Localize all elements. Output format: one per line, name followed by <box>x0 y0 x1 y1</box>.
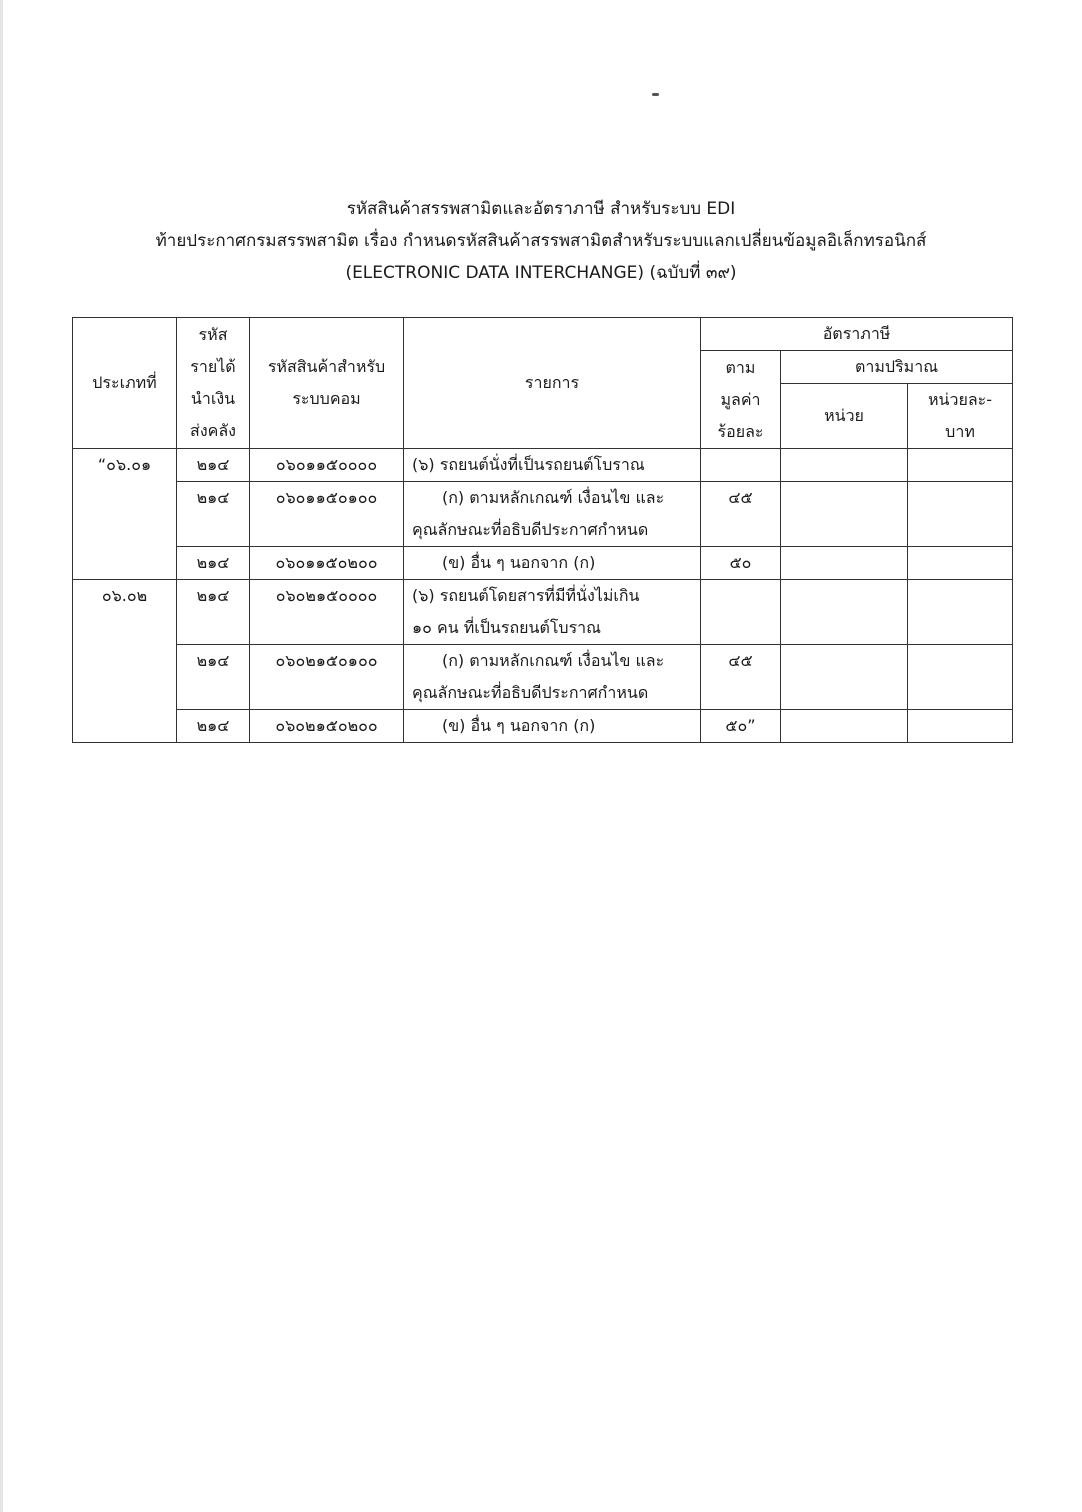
unit-cell <box>781 547 908 580</box>
value-cell: ๕๐” <box>701 710 781 743</box>
desc-cell: (ข) อื่น ๆ นอกจาก (ก) <box>404 547 701 580</box>
baht-cell <box>908 710 1013 743</box>
desc-cell: (ก) ตามหลักเกณฑ์ เงื่อนไข และ คุณลักษณะที่อธิบดีประกาศกำหนด <box>404 645 701 710</box>
value-cell: ๕๐ <box>701 547 781 580</box>
unit-cell <box>781 449 908 482</box>
revenue-cell: ๒๑๔ <box>177 482 250 547</box>
revenue-cell: ๒๑๔ <box>177 710 250 743</box>
revenue-cell: ๒๑๔ <box>177 449 250 482</box>
baht-cell <box>908 482 1013 547</box>
tariff-table <box>72 317 1013 743</box>
unit-cell <box>781 710 908 743</box>
baht-cell <box>908 580 1013 645</box>
value-cell <box>701 580 781 645</box>
title-line-3: (ELECTRONIC DATA INTERCHANGE) (ฉบับที่ ๓๙) <box>345 263 737 283</box>
header-baht-per-unit: หน่วยละ- บาท <box>908 384 1013 449</box>
baht-cell <box>908 645 1013 710</box>
title-line-2: ท้ายประกาศกรมสรรพสามิต เรื่อง กำหนดรหัสสินค้าสรรพสามิตสำหรับระบบแลกเปลี่ยนข้อมูลอิเล็กทรอนิกส์ <box>155 231 927 251</box>
type-cell: “๐๖.๐๑ <box>73 449 177 580</box>
table-row <box>73 645 1013 710</box>
value-cell: ๔๕ <box>701 645 781 710</box>
code-cell: ๐๖๐๒๑๕๐๒๐๐ <box>250 710 404 743</box>
scan-speck <box>652 93 659 96</box>
desc-cell: (๖) รถยนต์นั่งที่เป็นรถยนต์โบราณ <box>404 449 701 482</box>
revenue-cell: ๒๑๔ <box>177 547 250 580</box>
unit-cell <box>781 580 908 645</box>
header-tax-rate: อัตราภาษี <box>701 318 1013 351</box>
header-unit: หน่วย <box>781 384 908 449</box>
table-row <box>73 710 1013 743</box>
code-cell: ๐๖๐๒๑๕๐๐๐๐ <box>250 580 404 645</box>
value-cell: ๔๕ <box>701 482 781 547</box>
code-cell: ๐๖๐๑๑๕๐๑๐๐ <box>250 482 404 547</box>
baht-cell <box>908 547 1013 580</box>
desc-cell: (ข) อื่น ๆ นอกจาก (ก) <box>404 710 701 743</box>
header-revenue-code: รหัส รายได้ นำเงิน ส่งคลัง <box>177 318 250 449</box>
header-product-code: รหัสสินค้าสำหรับ ระบบคอม <box>250 318 404 449</box>
table-row <box>73 449 1013 482</box>
unit-cell <box>781 645 908 710</box>
revenue-cell: ๒๑๔ <box>177 645 250 710</box>
table-row <box>73 482 1013 547</box>
type-cell: ๐๖.๐๒ <box>73 580 177 743</box>
table-row <box>73 580 1013 645</box>
desc-cell: (ก) ตามหลักเกณฑ์ เงื่อนไข และ คุณลักษณะที่อธิบดีประกาศกำหนด <box>404 482 701 547</box>
code-cell: ๐๖๐๑๑๕๐๐๐๐ <box>250 449 404 482</box>
header-type: ประเภทที่ <box>73 318 177 449</box>
revenue-cell: ๒๑๔ <box>177 580 250 645</box>
table-row <box>73 547 1013 580</box>
value-cell <box>701 449 781 482</box>
baht-cell <box>908 449 1013 482</box>
title-line-1: รหัสสินค้าสรรพสามิตและอัตราภาษี สำหรับระบบ EDI <box>346 199 736 219</box>
header-by-value: ตาม มูลค่า ร้อยละ <box>701 351 781 449</box>
header-by-quantity: ตามปริมาณ <box>781 351 1013 384</box>
unit-cell <box>781 482 908 547</box>
header-item: รายการ <box>404 318 701 449</box>
document-title <box>0 193 1082 289</box>
code-cell: ๐๖๐๑๑๕๐๒๐๐ <box>250 547 404 580</box>
code-cell: ๐๖๐๒๑๕๐๑๐๐ <box>250 645 404 710</box>
desc-cell: (๖) รถยนต์โดยสารที่มีที่นั่งไม่เกิน ๑๐ คน ที่เป็นรถยนต์โบราณ <box>404 580 701 645</box>
